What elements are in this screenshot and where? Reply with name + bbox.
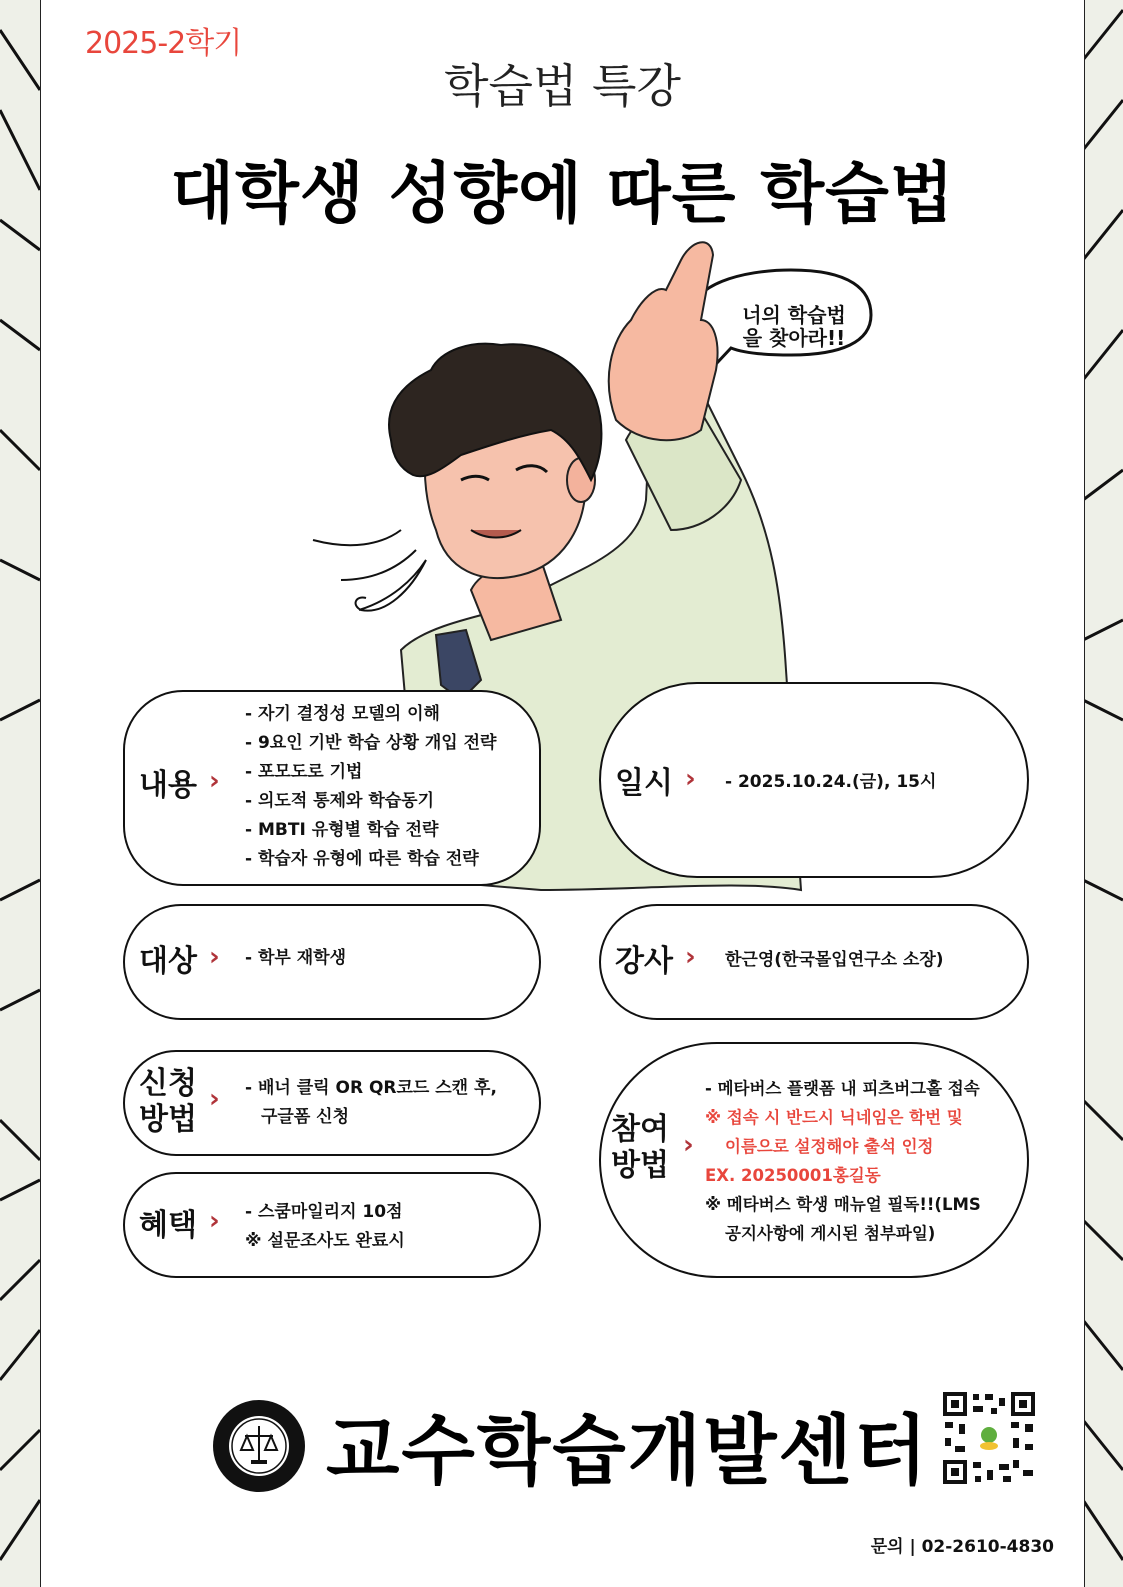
content-item-5: - MBTI 유형별 학습 전략 bbox=[245, 820, 439, 840]
semester-label: 2025-2학기 bbox=[85, 26, 242, 61]
poster-title: 대학생 성향에 따른 학습법 bbox=[170, 155, 955, 232]
contact-info: 문의 | 02-2610-4830 bbox=[870, 1537, 1054, 1557]
lecturer-chevron-icon: › bbox=[685, 942, 696, 972]
content-label: 내용 bbox=[139, 768, 197, 803]
benefit-line1: - 스쿰마일리지 10점 bbox=[245, 1202, 403, 1222]
apply-chevron-icon: › bbox=[209, 1084, 220, 1114]
target-label: 대상 bbox=[139, 944, 197, 979]
date-text: - 2025.10.24.(금), 15시 bbox=[725, 772, 937, 792]
content-chevron-icon: › bbox=[209, 766, 220, 796]
content-list bbox=[245, 700, 496, 874]
lecturer-label: 강사 bbox=[615, 944, 673, 979]
apply-text bbox=[245, 1074, 497, 1132]
participate-chevron-icon: › bbox=[683, 1130, 694, 1160]
target-card bbox=[123, 904, 541, 1020]
apply-label-line1: 신청 bbox=[139, 1066, 197, 1101]
date-card bbox=[599, 682, 1029, 878]
benefit-line2: ※ 설문조사도 완료시 bbox=[245, 1231, 405, 1251]
content-item-3: - 포모도로 기법 bbox=[245, 762, 363, 782]
content-card bbox=[123, 690, 541, 886]
lecturer-card bbox=[599, 904, 1029, 1020]
content-item-4: - 의도적 통제와 학습동기 bbox=[245, 791, 435, 811]
lecturer-text: 한근영(한국몰입연구소 소장) bbox=[725, 950, 944, 970]
participate-line3: 이름으로 설정해야 출석 인정 bbox=[725, 1137, 934, 1156]
participate-text bbox=[705, 1074, 981, 1248]
poster-subtitle: 학습법 특강 bbox=[444, 59, 681, 113]
speech-bubble-line1: 너의 학습법 bbox=[742, 303, 846, 327]
center-name: 교수학습개발센터 bbox=[326, 1406, 930, 1495]
apply-line2: 구글폼 신청 bbox=[261, 1107, 350, 1127]
university-seal-icon bbox=[211, 1398, 307, 1494]
content-item-2: - 9요인 기반 학습 상황 개입 전략 bbox=[245, 733, 497, 753]
participate-line6: 공지사항에 게시된 첨부파일) bbox=[725, 1224, 936, 1243]
date-label: 일시 bbox=[615, 766, 673, 801]
benefit-label: 혜택 bbox=[139, 1208, 197, 1243]
benefit-text bbox=[245, 1198, 405, 1256]
participate-line5: ※ 메타버스 학생 매뉴얼 필독!!(LMS bbox=[705, 1195, 981, 1214]
benefit-chevron-icon: › bbox=[209, 1206, 220, 1236]
date-chevron-icon: › bbox=[685, 764, 696, 794]
content-item-6: - 학습자 유형에 따른 학습 전략 bbox=[245, 849, 479, 869]
participate-line1: - 메타버스 플랫폼 내 피츠버그홀 접속 bbox=[705, 1079, 980, 1098]
participate-label-line2: 방법 bbox=[611, 1148, 669, 1183]
target-chevron-icon: › bbox=[209, 942, 220, 972]
participate-label-line1: 참여 bbox=[611, 1112, 669, 1147]
benefit-card bbox=[123, 1172, 541, 1278]
speech-bubble-line2: 을 찾아라!! bbox=[742, 326, 846, 350]
participate-label bbox=[611, 1112, 669, 1184]
content-item-1: - 자기 결정성 모델의 이해 bbox=[245, 704, 440, 724]
participate-card bbox=[599, 1042, 1029, 1278]
participate-line2: ※ 접속 시 반드시 닉네임은 학번 및 bbox=[705, 1108, 963, 1127]
apply-label bbox=[139, 1066, 197, 1138]
target-text: - 학부 재학생 bbox=[245, 948, 347, 968]
apply-label-line2: 방법 bbox=[139, 1102, 197, 1137]
apply-line1: - 배너 클릭 OR QR코드 스캔 후, bbox=[245, 1078, 497, 1098]
poster bbox=[40, 0, 1085, 1587]
apply-card bbox=[123, 1050, 541, 1156]
participate-line4: EX. 20250001홍길동 bbox=[705, 1166, 881, 1185]
speech-bubble-text bbox=[729, 304, 859, 350]
qr-code-icon[interactable] bbox=[941, 1390, 1037, 1486]
